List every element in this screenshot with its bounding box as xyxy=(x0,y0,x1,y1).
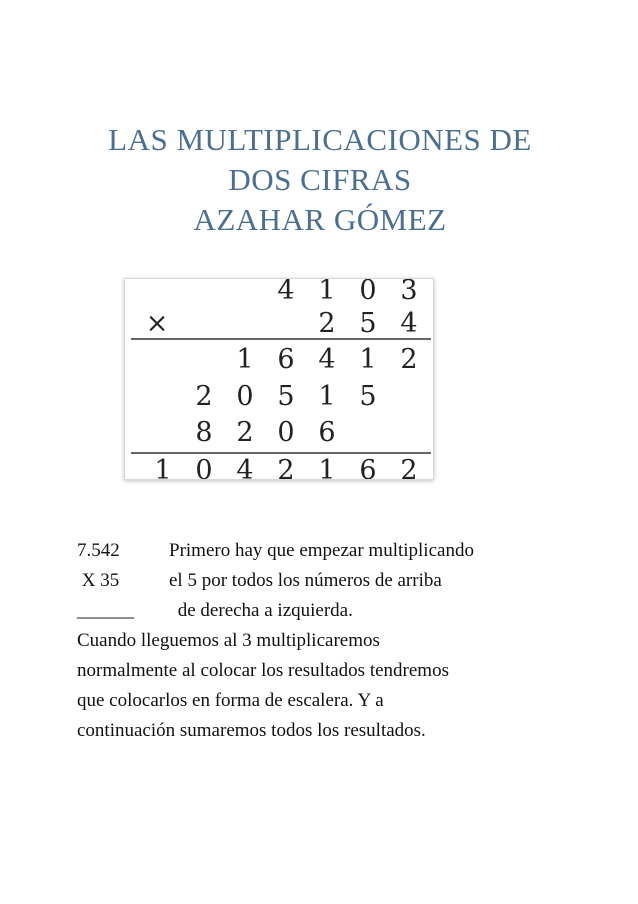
multiplication-figure xyxy=(124,278,434,480)
partial-product-2-digit: 5 xyxy=(359,381,377,412)
result-digit: 4 xyxy=(236,455,254,479)
partial-product-1-digit: 1 xyxy=(236,344,254,375)
partial-product-2-digit: 5 xyxy=(277,381,295,412)
partial-product-2-digit: 1 xyxy=(318,381,336,412)
partial-product-1-digit: 2 xyxy=(400,344,418,375)
partial-product-1-digit: 4 xyxy=(318,344,336,375)
title-author: AZAHAR GÓMEZ xyxy=(193,202,447,237)
result-digit: 6 xyxy=(359,455,377,479)
instruction-1: Primero hay que empezar multiplicando xyxy=(169,540,474,561)
multiply-sign: × xyxy=(145,308,169,339)
paragraph-line-3: que colocarlos en forma de escalera. Y a xyxy=(77,690,384,711)
multiplication-svg xyxy=(125,279,433,479)
multiplicand-number: 7.542 xyxy=(77,540,120,561)
partial-product-1-digit: 1 xyxy=(359,344,377,375)
multiplier-digit: 2 xyxy=(318,308,336,339)
result-digit: 2 xyxy=(400,455,418,479)
multiplier-number: X 35 xyxy=(77,570,120,591)
text-row-3 xyxy=(77,596,567,626)
result-digit: 2 xyxy=(277,455,295,479)
title-line-2: DOS CIFRAS xyxy=(228,162,412,197)
document-title xyxy=(60,120,580,240)
paragraph-line-2: normalmente al colocar los resultados tendremos xyxy=(77,660,449,681)
result-digit: 1 xyxy=(154,455,172,479)
instruction-2: el 5 por todos los números de arriba xyxy=(169,570,442,591)
result-digit: 1 xyxy=(318,455,336,479)
multiplicand-digit: 1 xyxy=(318,279,336,306)
multiplicand-digit: 3 xyxy=(400,279,418,306)
partial-product-3-digit: 2 xyxy=(236,417,254,448)
text-row-2 xyxy=(77,566,567,596)
multiplier-digit: 4 xyxy=(400,308,418,339)
partial-product-2-digit: 0 xyxy=(236,381,254,412)
paragraph-line-1: Cuando lleguemos al 3 multiplicaremos xyxy=(77,630,380,651)
title-line-1: LAS MULTIPLICACIONES DE xyxy=(108,122,532,157)
multiplicand-digit: 0 xyxy=(359,279,377,306)
partial-product-1-digit: 6 xyxy=(277,344,295,375)
partial-product-3-digit: 6 xyxy=(318,417,336,448)
paragraph-line-4: continuación sumaremos todos los resultados. xyxy=(77,720,426,741)
instruction-3: de derecha a izquierda. xyxy=(173,600,353,621)
partial-product-3-digit: 0 xyxy=(277,417,295,448)
partial-product-2-digit: 2 xyxy=(195,381,213,412)
explanation-text xyxy=(77,536,567,746)
multiplicand-digit: 4 xyxy=(277,279,295,306)
text-row-1 xyxy=(77,536,567,566)
partial-product-3-digit: 8 xyxy=(195,417,213,448)
result-digit: 0 xyxy=(195,455,213,479)
multiplier-digit: 5 xyxy=(359,308,377,339)
underline-rule: ______ xyxy=(77,600,134,621)
